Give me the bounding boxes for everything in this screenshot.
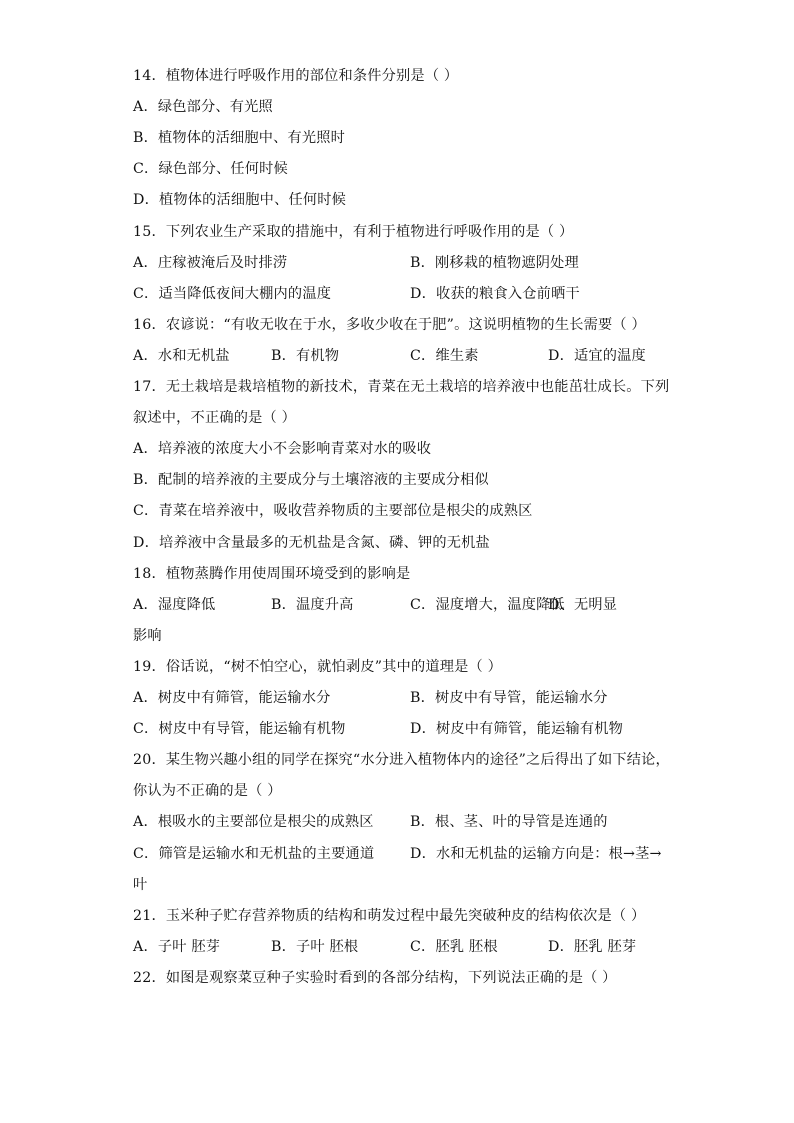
answer-option: C．胚乳 胚根 [410, 938, 498, 955]
answer-option: B．植物体的活细胞中、有光照时 [133, 130, 346, 147]
question-stem: 14．植物体进行呼吸作用的部位和条件分别是（ ） [133, 68, 459, 84]
answer-option: A．湿度降低 [133, 596, 216, 613]
answer-option: C．青菜在培养液中，吸收营养物质的主要部位是根尖的成熟区 [133, 503, 533, 520]
answer-option: A．水和无机盐 [133, 347, 230, 364]
answer-option: A．绿色部分、有光照 [133, 99, 273, 116]
answer-option: B．树皮中有导管，能运输水分 [410, 690, 608, 706]
answer-option: B．温度升高 [271, 596, 354, 613]
answer-option: C．树皮中有导管，能运输有机物 [133, 721, 346, 738]
answer-option: A．子叶 胚芽 [133, 938, 221, 955]
answer-option: D．植物体的活细胞中、任何时候 [133, 192, 347, 209]
answer-option: D．适宜的温度 [548, 347, 646, 364]
answer-option: D．无明显 [548, 596, 618, 613]
answer-option: A．树皮中有筛管，能运输水分 [133, 690, 331, 706]
question-stem: 22．如图是观察菜豆种子实验时看到的各部分结构，下列说法正确的是（ ） [133, 969, 617, 986]
question-stem: 20．某生物兴趣小组的同学在探究“水分进入植物体内的途径”之后得出了如下结论， [133, 752, 670, 769]
answer-option: D．树皮中有筛管，能运输有机物 [410, 721, 624, 738]
answer-option: B．配制的培养液的主要成分与土壤溶液的主要成分相似 [133, 472, 489, 489]
question-stem: 21．玉米种子贮存营养物质的结构和萌发过程中最先突破种皮的结构依次是（ ） [133, 907, 646, 924]
answer-option: B．根、茎、叶的导管是连通的 [410, 814, 608, 831]
answer-option: 影响 [133, 627, 162, 644]
answer-option: D．培养液中含量最多的无机盐是含氮、磷、钾的无机盐 [133, 534, 490, 551]
answer-option: A．培养液的浓度大小不会影响青菜对水的吸收 [133, 441, 432, 458]
question-stem: 18．植物蒸腾作用使周围环境受到的影响是 [133, 565, 411, 582]
answer-option: D．胚乳 胚芽 [548, 938, 637, 955]
question-stem: 16．农谚说：“有收无收在于水，多收少收在于肥”。这说明植物的生长需要（ ） [133, 316, 646, 333]
question-stem: 你认为不正确的是（ ） [133, 783, 282, 800]
answer-option: C．湿度增大，温度降低 [410, 596, 565, 613]
question-stem: 叙述中，不正确的是（ ） [133, 410, 296, 427]
answer-option: B．刚移栽的植物遮阴处理 [410, 254, 579, 271]
question-stem: 17．无土栽培是栽培植物的新技术，青菜在无土栽培的培养液中也能茁壮成长。下列 [133, 379, 670, 395]
answer-option: A．庄稼被淹后及时排涝 [133, 254, 288, 271]
answer-option: D．水和无机盐的运输方向是：根→茎→ [410, 845, 662, 862]
question-stem: 15．下列农业生产采取的措施中，有利于植物进行呼吸作用的是（ ） [133, 223, 574, 240]
answer-option: B．有机物 [271, 347, 340, 364]
answer-option: C．维生素 [410, 347, 479, 364]
answer-option: C．适当降低夜间大棚内的温度 [133, 285, 332, 302]
answer-option: C．绿色部分、任何时候 [133, 161, 288, 178]
answer-option: A．根吸水的主要部位是根尖的成熟区 [133, 814, 374, 831]
answer-option: C．筛管是运输水和无机盐的主要通道 [133, 845, 375, 862]
question-stem: 19．俗话说，“树不怕空心，就怕剥皮”其中的道理是（ ） [133, 658, 502, 675]
answer-option: 叶 [133, 876, 148, 893]
answer-option: D．收获的粮食入仓前晒干 [410, 285, 580, 302]
answer-option: B．子叶 胚根 [271, 938, 359, 955]
